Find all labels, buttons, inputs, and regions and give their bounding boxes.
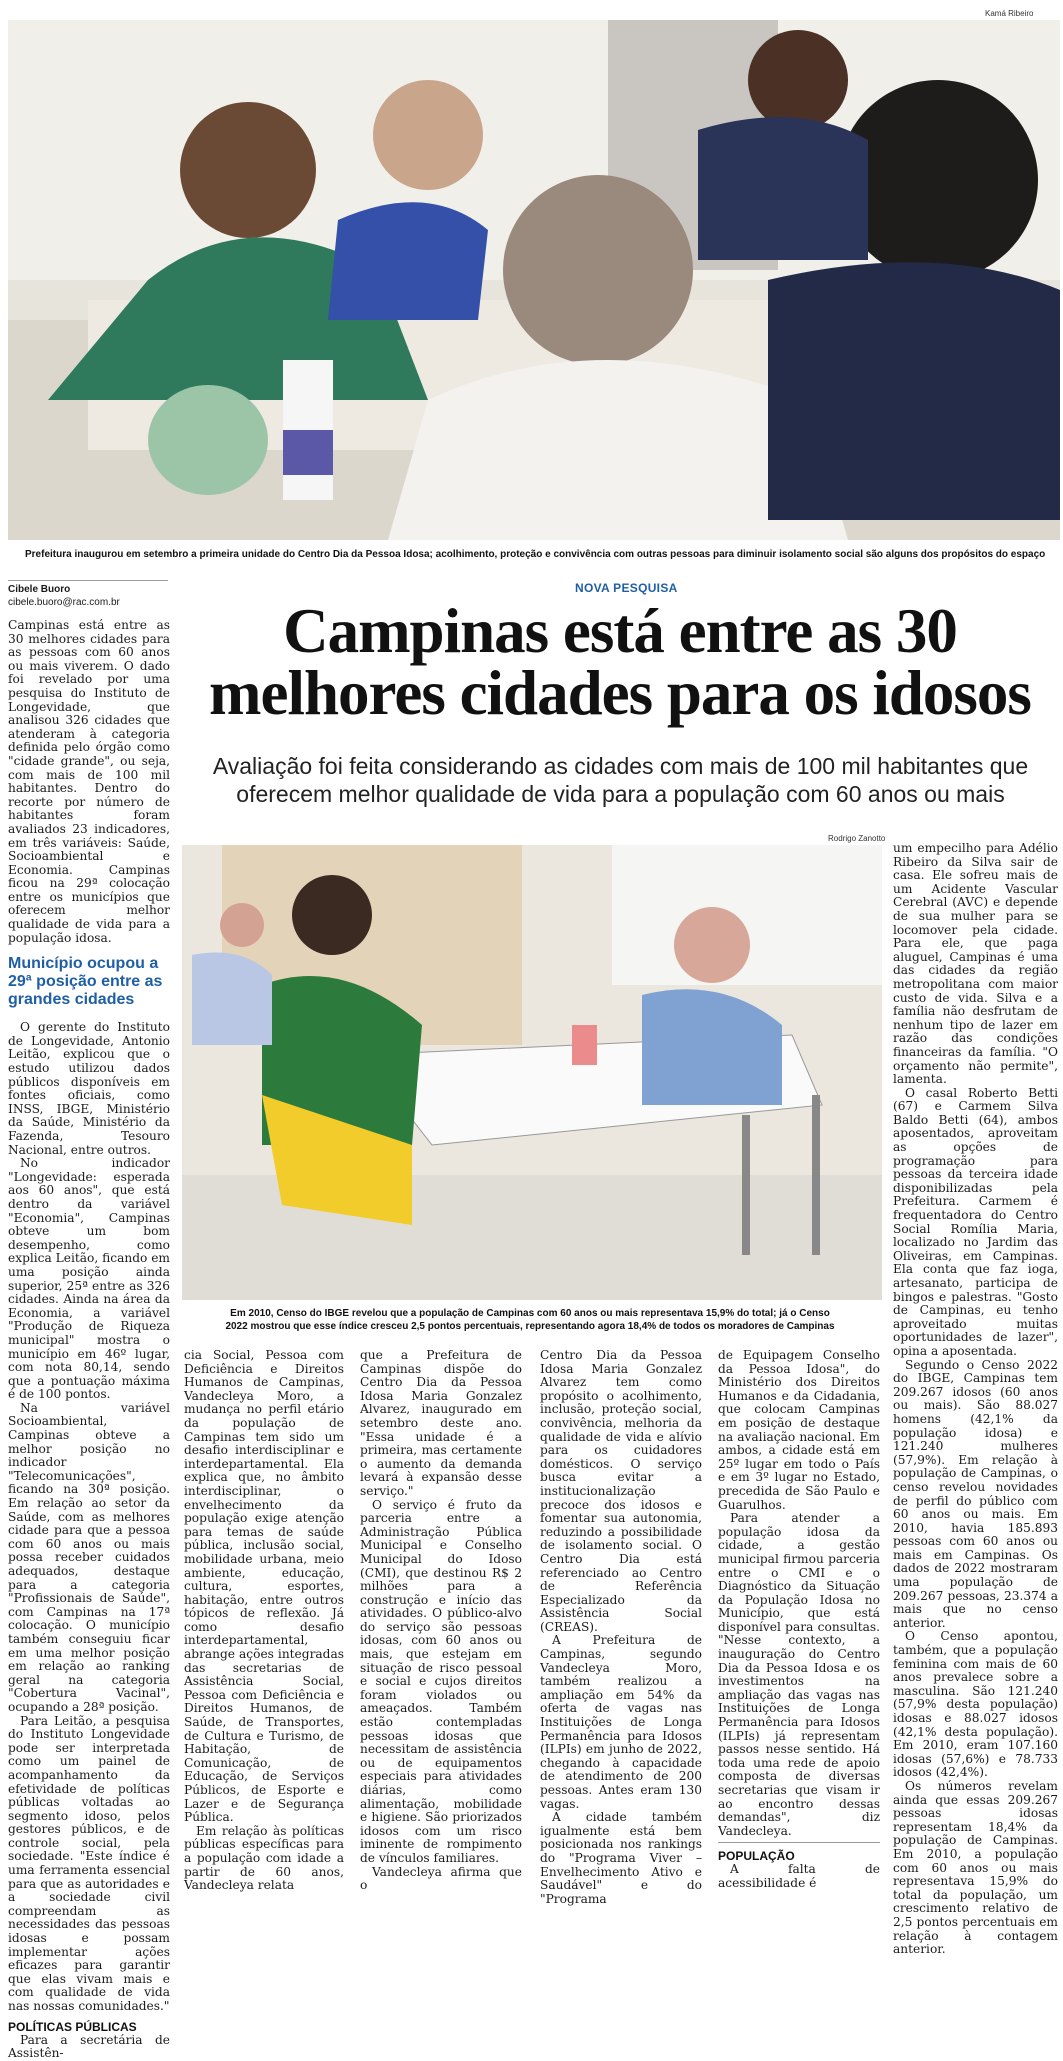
section-heading: POPULAÇÃO: [718, 1849, 795, 1864]
paragraph: cia Social, Pessoa com Deficiência e Direitos Humanos de Campinas, Vandecleya Moro, a mudança no perfil etário da população de Campinas tem sido um desafio interdisciplinar e interdepartamental. Ela explica que, no âmbito interdisciplinar, o envelhecimento da população exige atenção para temas de saúde pública, inclusão social, mobilidade urbana, meio ambiente, educação, cultura, esportes, habitação, entre outros tópicos de reflexão. Já como desafio interdepartamental, abrange ações integradas das secretarias de Assistência Social, Pessoa com Deficiência e Direitos Humanos, de Saúde, de Transportes, de Cultura e Turismo, de Habitação, de Comunicação, de Educação, de Serviços Públicos, de Esporte e Lazer e de Segurança Pública.: [184, 1348, 344, 1825]
paragraph: Para a secretária de Assistên-: [8, 2032, 170, 2061]
kicker: NOVA PESQUISA: [575, 581, 678, 595]
paragraph: Os números revelam ainda que essas 209.267 pessoas idosas representam 18,4% da população de Campinas. Em 2010, a população com 60 anos ou mais representava 15,9% do total da população, um crescimento relativo de 2,5 pontos percentuais em relação à contagem anterior.: [893, 1778, 1058, 1957]
subhead: Avaliação foi feita considerando as cidades com mais de 100 mil habitantes que oferecem melhor qualidade de vida para a população com 60 anos ou mais: [212, 753, 1029, 807]
top-photo: [8, 20, 1060, 540]
paragraph: Para Leitão, a pesquisa do Instituto Longevidade pode ser interpretada como um painel de acompanhamento da efetividade de políticas públicas voltadas ao segmento idoso, pelos gestores públicos, e de controle social, pela sociedade. "Este índice é uma ferramenta essencial para que as autoridades e a sociedade civil compreendam as necessidades das pessoas idosas e possam implementar ações eficazes para garantir que elas vivam mais e com qualidade de vida nas nossas comunidades.": [8, 1713, 170, 2013]
second-photo: [182, 845, 882, 1300]
paragraph: A cidade também igualmente está bem posicionada nos rankings do "Programa Viver – Envelhecimento Ativo e Saudável" e do "Programa: [540, 1810, 702, 1906]
column-1: [8, 619, 170, 2061]
second-photo-credit: Rodrigo Zanotto: [828, 834, 886, 843]
headline: Campinas está entre as 30 melhores cidades para os idosos: [209, 596, 1031, 728]
paragraph: Centro Dia da Pessoa Idosa Maria Gonzalez Alvarez tem como propósito o acolhimento, inclusão, proteção social, convivência, melhoria da qualidade de vida e alívio para os cuidadores domésticos. O serviço busca evitar a institucionalização precoce dos idosos e fomentar sua autonomia, reduzindo a possibilidade de isolamento social. O Centro Dia está referenciado ao Centro de Referência Especializado da Assistência Social (CREAS).: [540, 1348, 702, 1634]
top-photo-caption: Prefeitura inaugurou em setembro a primeira unidade do Centro Dia da Pessoa Idosa; acolhimento, proteção e convivência com outras pessoas para diminuir isolamento social são alguns dos propósitos do espaço: [25, 549, 1046, 560]
divider: [718, 1842, 880, 1843]
paragraph: Em relação às políticas públicas específicas para a população com idade a partir de 60 anos, Vandecleya relata: [184, 1823, 344, 1893]
paragraph: de Equipagem Conselho da Pessoa Idosa", do Ministério dos Direitos Humanos e da Cidadania, que colocam Campinas em posição de destaque na avaliação nacional. Em ambos, a cidade está em 25º lugar em todo o País e em 3º lugar no Estado, precedida de São Paulo e Guarulhos.: [718, 1348, 880, 1512]
section-heading: POLÍTICAS PÚBLICAS: [8, 2019, 137, 2034]
paragraph: Campinas está entre as 30 melhores cidades para as pessoas com 60 anos ou mais viverem. O dado foi revelado por uma pesquisa do Instituto de Longevidade, que analisou 326 cidades que atenderam à categoria definida pelo órgão como "cidade grande", ou seja, com mais de 100 mil habitantes. Dentro do recorte por número de habitantes foram avaliados 23 indicadores, em três variáveis: Saúde, Socioambiental e Economia. Campinas ficou na 29ª colocação entre os municípios que oferecem melhor qualidade de vida para a população idosa.: [8, 618, 170, 945]
paragraph: um empecilho para Adélio Ribeiro da Silva sair de casa. Ele sofreu mais de um Acidente Vascular Cerebral (AVC) e depende de sua mulher para se locomover pela cidade. Para ele, que paga aluguel, Campinas é uma das cidades da região metropolitana com maior custo de vida. Silva e a família não desfrutam de nenhum tipo de lazer em razão das condições financeiras da família. "O orçamento não permite", lamenta.: [893, 841, 1058, 1087]
paragraph: Vandecleya afirma que o: [360, 1864, 522, 1893]
paragraph: Na variável Socioambiental, Campinas obteve a melhor posição no indicador "Telecomunicações", ficando na 30ª posição. Em relação ao setor da Saúde, com as melhores cidade para que a pessoa com 60 anos ou mais possa receber cuidados adequados, destaque para a categoria "Profissionais de Saúde", com Campinas na 17ª colocação. O município também conseguiu ficar em uma melhor posição em relação ao ranking geral na categoria "Cobertura Vacinal", ocupando a 28ª posição.: [8, 1400, 170, 1714]
intertitle: Município ocupou a 29ª posição entre as grandes cidades: [8, 955, 163, 1009]
paragraph: O serviço é fruto da parceria entre a Administração Pública Municipal e Conselho Municipal do Idoso (CMI), que destinou R$ 2 milhões para a construção e início das atividades. O público-alvo do serviço são pessoas idosas, com 60 anos ou mais, que estejam em situação de risco pessoal e social e cujos direitos foram violados ou ameaçados. Também estão contempladas pessoas idosas que necessitam de assistência ou de equipamentos especiais para atividades diárias, como alimentação, mobilidade e higiene. São priorizados idosos com um risco iminente de rompimento de vínculos familiares.: [360, 1497, 522, 1865]
paragraph: O casal Roberto Betti (67) e Carmem Silva Baldo Betti (64), ambos aposentados, aproveitam as opções de programação para pessoas da terceira idade disponibilizadas pela Prefeitura. Carmem é frequentadora do Centro Social Romília Maria, localizado no Jardim das Oliveiras, em Campinas. Ela conta que faz ioga, artesanato, participa de bingos e palestras. "Gosto de Campinas, eu tenho aproveitado muitas oportunidades de lazer", opina a aposentada.: [893, 1085, 1058, 1358]
paragraph: A falta de acessibilidade é: [718, 1862, 880, 1890]
paragraph: No indicador "Longevidade: esperada aos 60 anos", que está dentro da variável "Economia", Campinas obteve um bom desempenho, como explica Leitão, ficando em uma posição ainda superior, 25ª entre as 326 cidades. Ainda na área da Economia, a variável "Produção de Riqueza municipal" mostra o município em 46º lugar, com nota 80,14, sendo que a pontuação máxima é de 100 pontos.: [8, 1156, 170, 1402]
column-2: [184, 1349, 344, 1893]
column-4: [540, 1349, 702, 1906]
byline-rule: [8, 580, 168, 581]
paragraph: A Prefeitura de Campinas, segundo Vandecleya Moro, também realizou a ampliação em 54% da oferta de vagas nas Instituições de Longa Permanência para Idosos (ILPIs) em junho de 2022, chegando à capacidade de atendimento de 200 pessoas. Antes eram 130 vagas.: [540, 1633, 702, 1811]
paragraph: O Censo apontou, também, que a população feminina com mais de 60 anos prevalece sobre a masculina. São 121.240 (57,9% desta população) idosas e 88.027 idosos (42,1% desta população). Em 2010, eram 107.160 idosas (57,6%) e 78.733 idosos (42,4%).: [893, 1629, 1058, 1780]
paragraph: Para atender a população idosa da cidade, a gestão municipal firmou parceria entre o CMI e o Diagnóstico da Situação da População Idosa no Município, que está disponível para consultas. "Nesse contexto, a inauguração do Centro Dia da Pessoa Idosa e os investimentos na ampliação das vagas nas Instituições de Longa Permanência para Idosos (ILPIs) já representam passos nesse sentido. Há toda uma rede de apoio composta de diversas secretarias que visam ir ao encontro dessas demandas", diz Vandecleya.: [718, 1511, 880, 1838]
paragraph: O gerente do Instituto de Longevidade, Antonio Leitão, explicou que o estudo utilizou dados públicos disponíveis em fontes oficiais, como INSS, IBGE, Ministério da Saúde, Ministério da Fazenda, Tesouro Nacional, entre outros.: [8, 1020, 170, 1157]
column-5: [718, 1349, 880, 1891]
column-6: [893, 842, 1058, 1957]
second-photo-caption: Em 2010, Censo do IBGE revelou que a população de Campinas com 60 anos ou mais representava 15,9% do total; já o Censo 2022 mostrou que esse índice cresceu 2,5 pontos percentuais, representando agora 18,4% de todos os moradores de Campinas: [225, 1308, 835, 1332]
top-photo-credit: Kamá Ribeiro: [985, 9, 1034, 18]
paragraph: que a Prefeitura de Campinas dispõe do Centro Dia da Pessoa Idosa Maria Gonzalez Alvarez, inaugurado em setembro deste ano. "Essa unidade é a primeira, mas certamente o aumento da demanda levará à expansão desse serviço.": [360, 1348, 522, 1498]
byline-name: Cibele Buoro: [8, 584, 71, 595]
paragraph: Segundo o Censo 2022 do IBGE, Campinas tem 209.267 idosos (60 anos ou mais). São 88.027 homens (42,1% da população idosa) e 121.240 mulheres (57,9%). Em relação à população de Campinas, o censo revelou novidades de perfil do público com 60 anos ou mais. Em 2010, havia 185.893 pessoas com 60 anos ou mais em Campinas. Os dados de 2022 mostraram uma população de 209.267 pessoas, 23.374 a mais que no censo anterior.: [893, 1357, 1058, 1630]
column-3: [360, 1349, 522, 1893]
byline-email: cibele.buoro@rac.com.br: [8, 597, 120, 608]
